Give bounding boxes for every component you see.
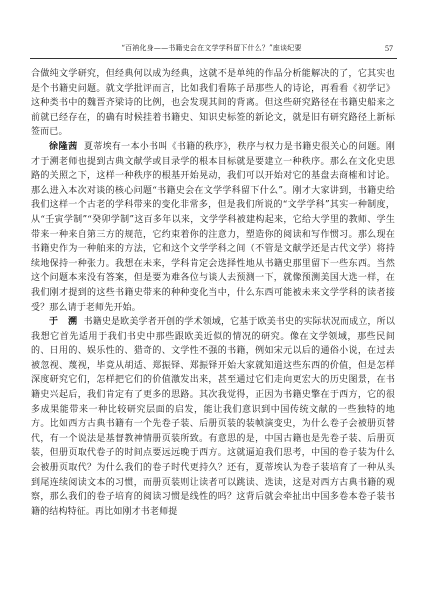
- running-head: [30, 44, 393, 58]
- speaker-name: 徐隆茜: [49, 141, 78, 152]
- running-head-title: “百衲化身——书籍史会在文学学科留下什么？”座谈纪要: [121, 44, 302, 52]
- continuation-paragraph: 合做纯文学研究，但经典何以成为经典，这就不是单纯的作品分析能解决的了，它其实也是个书籍史问题。就文学批评而言，比如我们看陈子昂那些人的诗论，再看看《初学记》这种类书中的魏晋齐梁诗的比例，也会发现其间的背离。但这些研究路径在书籍史船来之前就已经存在，的确有时候挂着书籍史、知识史标签的新论文，就是旧有研究路径上新标签而已。: [31, 69, 395, 138]
- page-number: 57: [385, 44, 393, 53]
- dialogue-turn: [31, 140, 395, 315]
- article-body: [31, 67, 395, 587]
- dialogue-text: 书籍史是欧美学者开创的学术领域，它基于欧美书史的实际状况而成立，所以我想它首先适用于我们书史中那些跟欧美近似的情况的研究。像在文学领域，那些民间的、日用的、娱乐性的、猎奇的、文学性不强的书籍，例如宋元以后的通俗小说，在过去被忽视、蔑视，毕竟从胡适、郑振铎、郑振铎开始大家就知道这些东西的价值，但是怎样深度研究它们，怎样把它们的价值激发出来，甚至通过它们走向更宏大的历史图景，在书籍史兴起后，我们肯定有了更多的思路。其次我觉得，正因为书籍史擎在于西方，它的很多成果能带来一种比较研究层面的启发，能让我们意识到中国传统文献的一些独特的地方。比如西方古典书籍有一个先卷子装、后册页装的装帧演变史，为什么卷子会被册页替代，有一个说法是基督教神情册页装所致。有意思的是，中国古籍也是先卷子装、后册页装，但册页取代卷子的时间点要远远晚于西方。这就逼迫我们思考，中国的卷子装为什么会被册页取代？为什么我们的卷子时代更持久？还有，夏蒂埃认为卷子装培育了一种从头到尾连续阅读文本的习惯，而册页装则让读者可以跳读、选读，这是对西方古典书籍的观察，那么我们的卷子培育的阅读习惯是线性的吗？这背后就会牵扯出中国多卷本卷子装书籍的结构特征。再比如刚才书老师提: [31, 317, 395, 517]
- speaker-name: 于 溯: [49, 317, 78, 328]
- dialogue-text: 夏蒂埃有一本小书叫《书籍的秩序》，秩序与权力是书籍史很关心的问题。刚才于溯老师也提到古典文献学或目录学的根本目标就是要建立一种秩序。那么在文化史思路的关照之下，这样一种秩序的根基开始晃动，我们可以开始对它的基盘去商榷和讨论。那么进入本次对谈的核心问题“书籍史会在文学学科留下什么”。刚才大家讲到，书籍史给我们这样一个古老的学科带来的变化非常多，但是我们所说的“文学学科”其实一种制度，从“壬寅学制”“癸卯学制”这百多年以来，文学学科被建构起来，它给大学里的教师、学生带来一种来自第三方的规范，它约束着你的注意力，塑造你的阅读和写作惯习。那么现在书籍史作为一种舶来的方法，它和这个文学学科之间（不管是文献学还是古代文学）将持续地保持一种张力。我想在未来，学科肯定会选择性地从书籍史那里留下一些东西。当然这个问题本来没有答案，但是要为难各位与谈人去预测一下，就像预测美国大选一样，在我们刚才提到的这些书籍史带来的种种变化当中，什么东西可能被未来文学学科的读者接受？那么请于老师先开始。: [31, 141, 395, 313]
- header-rule: [30, 58, 397, 59]
- dialogue-turn: [31, 315, 395, 519]
